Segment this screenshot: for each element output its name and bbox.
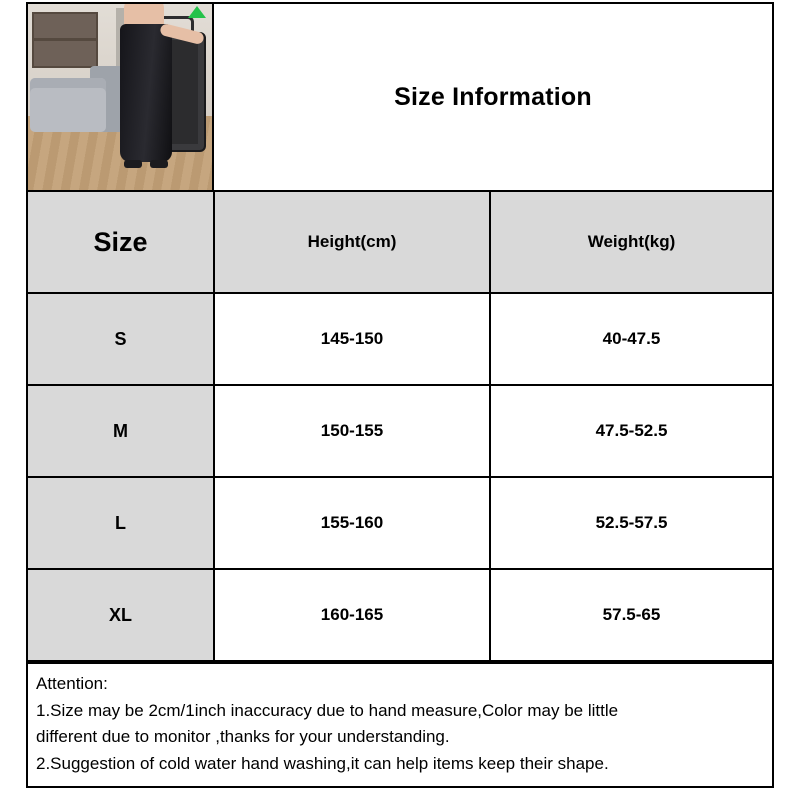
table-row [28,477,772,569]
cell-weight: 52.5-57.5 [490,477,772,569]
cell-size: S [28,293,214,385]
green-triangle-icon [188,6,206,18]
cell-height: 155-160 [214,477,490,569]
table-body [28,293,772,661]
size-table [28,192,772,662]
attention-heading: Attention: [36,674,108,693]
photo-model-shoe-left [124,160,142,168]
cell-weight: 47.5-52.5 [490,385,772,477]
table-header-row [28,192,772,293]
photo-black-skirt [120,24,172,162]
table-header [28,192,772,293]
page-title: Size Information [394,82,592,111]
header-band [28,4,772,192]
product-photo [28,4,212,190]
table-row [28,569,772,661]
cell-size: XL [28,569,214,661]
title-cell [214,4,772,190]
cell-height: 150-155 [214,385,490,477]
cell-height: 145-150 [214,293,490,385]
photo-sofa [30,78,106,132]
table-row [28,385,772,477]
size-chart [26,2,774,788]
photo-model-shoe-right [150,160,168,168]
attention-line-3: 2.Suggestion of cold water hand washing,it can help items keep their shape. [36,753,609,773]
attention-block [28,662,772,808]
attention-line-1: 1.Size may be 2cm/1inch inaccuracy due to hand measure,Color may be little [36,700,619,720]
attention-line-2: different due to monitor ,thanks for your understanding. [36,727,450,747]
cell-size: L [28,477,214,569]
table-row [28,293,772,385]
photo-shelf [32,12,98,68]
cell-weight: 40-47.5 [490,293,772,385]
cell-height: 160-165 [214,569,490,661]
cell-weight: 57.5-65 [490,569,772,661]
cell-size: M [28,385,214,477]
column-header-weight: Weight(kg) [490,192,772,293]
column-header-height: Height(cm) [214,192,490,293]
column-header-size: Size [28,192,214,293]
product-photo-cell [28,4,214,190]
